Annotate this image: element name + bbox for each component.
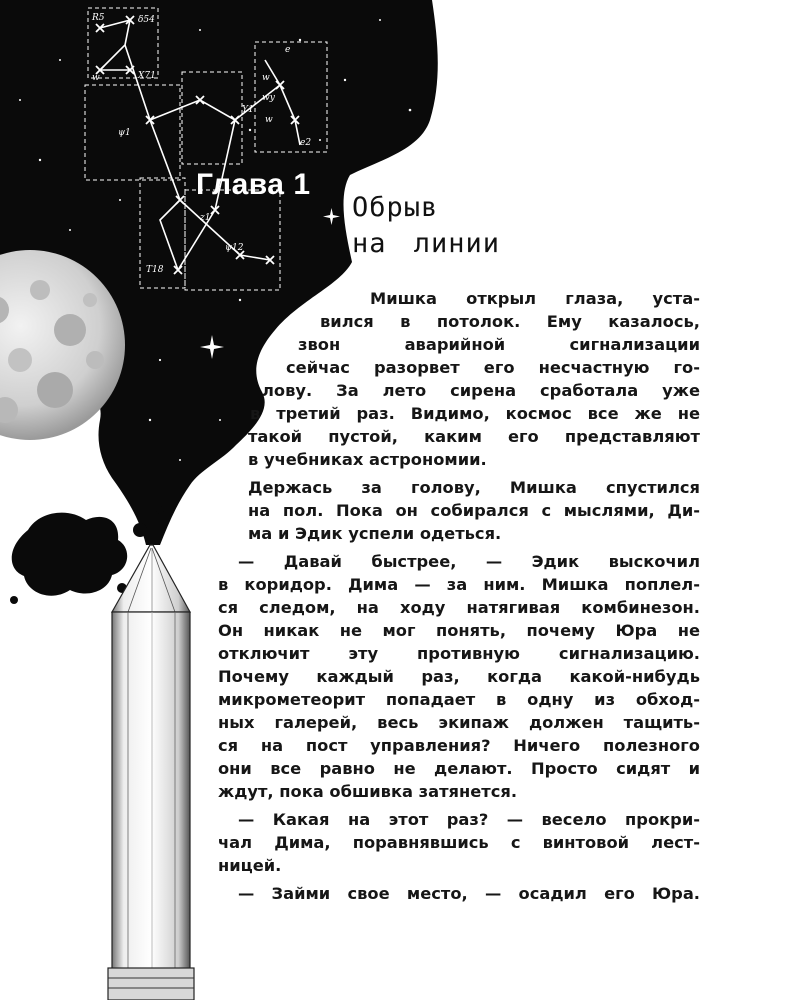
- text-line: отключит эту противную сигнализацию.: [218, 644, 700, 663]
- text-line: вился в потолок. Ему казалось,: [320, 312, 700, 331]
- star-label: R5: [92, 13, 105, 23]
- text-line: ма и Эдик успели одеться.: [248, 524, 502, 543]
- text-line: чал Дима, поравнявшись с винтовой лест-: [218, 833, 700, 852]
- text-line: звон аварийной сигнализации: [298, 335, 700, 354]
- chapter-title-line-2: на линии: [352, 228, 501, 259]
- text-line: сейчас разорвет его несчастную го-: [286, 358, 700, 377]
- star-label: w: [265, 115, 273, 125]
- star-label: w: [262, 73, 270, 83]
- text-line: лову. За лето сирена сработала уже: [262, 381, 700, 400]
- text-line: Почему каждый раз, когда какой-нибудь: [218, 667, 700, 686]
- star-label: e2: [300, 138, 312, 148]
- star-label: X71: [138, 71, 156, 81]
- text-line: в коридор. Дима — за ним. Мишка поплел-: [218, 575, 700, 594]
- text-line: в третий раз. Видимо, космос все же не: [250, 404, 700, 423]
- text-line: они все равно не делают. Просто сидят и: [218, 759, 700, 778]
- star-label: T18: [146, 265, 164, 275]
- chapter-label: Глава 1: [196, 168, 311, 201]
- text-line: — Давай быстрее, — Эдик выскочил: [238, 552, 700, 571]
- text-line: ся следом, на ходу натягивая комбинезон.: [218, 598, 700, 617]
- star-label: e: [285, 45, 291, 55]
- text-line: микрометеорит попадает в одну из обход-: [218, 690, 700, 709]
- text-line: Мишка открыл глаза, уста-: [370, 289, 700, 308]
- pencil: [108, 545, 194, 1000]
- text-line: Он никак не мог понять, почему Юра не: [218, 621, 700, 640]
- text-line: — Какая на этот раз? — весело прокри-: [238, 810, 700, 829]
- text-line: ницей.: [218, 856, 282, 875]
- text-line: ждут, пока обшивка затянется.: [218, 782, 518, 801]
- text-line: такой пустой, каким его представляют: [248, 427, 700, 446]
- star-label: ψ12: [225, 243, 244, 253]
- star-label: δ54: [138, 15, 155, 25]
- text-line: Держась за голову, Мишка спустился: [248, 478, 700, 497]
- star-label: w: [92, 73, 100, 83]
- star-label: ψ1: [118, 128, 131, 138]
- text-line: ся на пост управления? Ничего полезного: [218, 736, 700, 755]
- chapter-title-line-1: Обрыв: [352, 192, 439, 223]
- text-line: ных галерей, весь экипаж должен тащить-: [218, 713, 700, 732]
- star-label: Y1: [242, 105, 254, 115]
- text-line: на пол. Пока он собирался с мыслями, Ди-: [248, 501, 700, 520]
- star-label: wy: [262, 93, 275, 103]
- text-line: — Займи свое место, — осадил его Юра.: [238, 884, 700, 903]
- text-line: в учебниках астрономии.: [248, 450, 487, 469]
- star-label: z1: [200, 213, 211, 223]
